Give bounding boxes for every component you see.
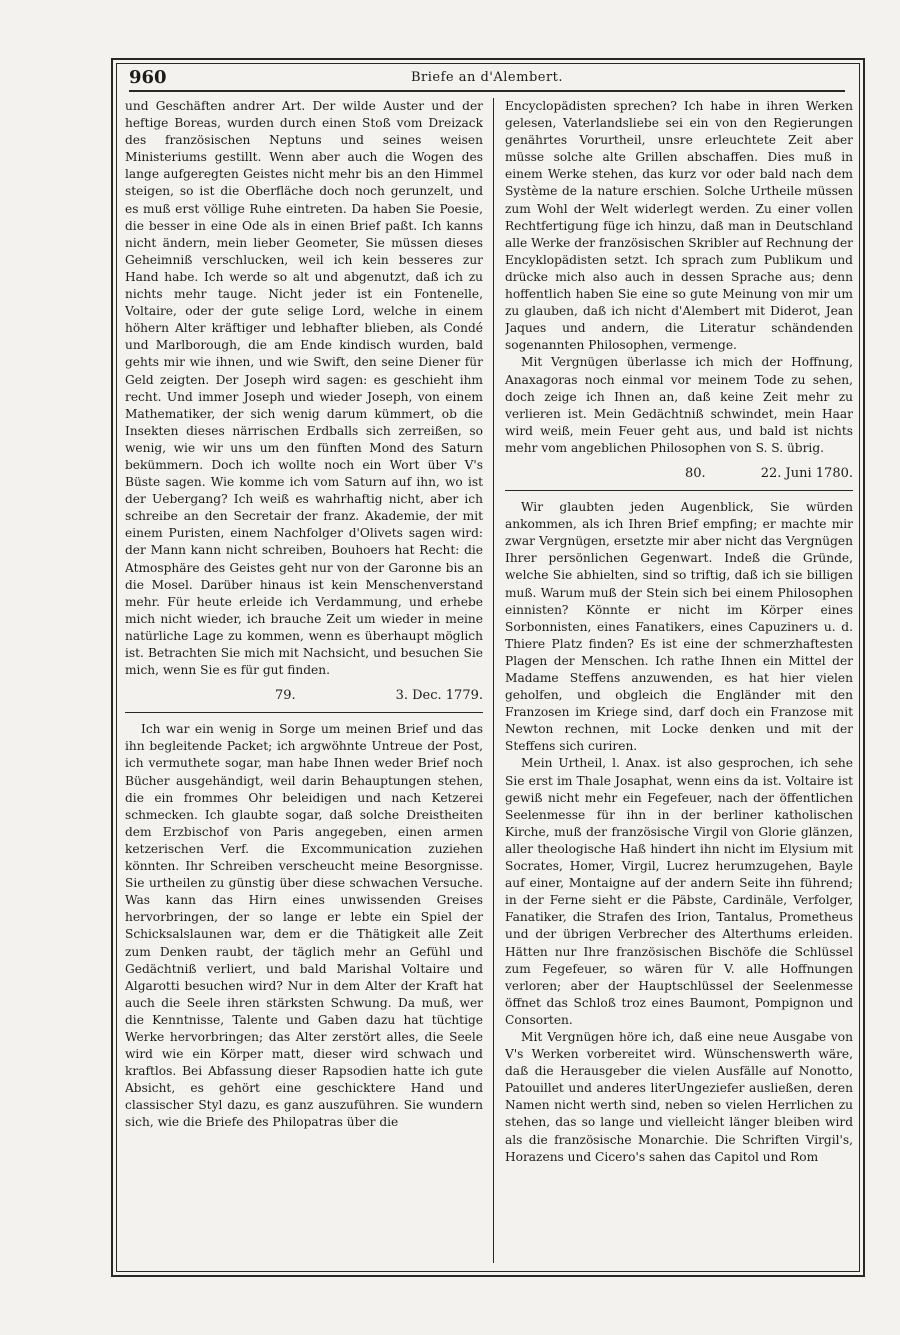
book-page (111, 58, 865, 1277)
right-paragraph-3: Wir glaubten jeden Augenblick, Sie würden ankommen, als ich Ihren Brief empfing; er machte mir zwar Vergnügen, ersetzte mir aber nicht das Vergnügen Ihrer persönlichen Gegenwart. Indeß die Gründe, welche Sie abhielten, sind so triftig, daß ich sie billigen muß. Warum muß der Stein sich bei einem Philosophen einnisten? Könnte er nicht im Körper eines Sorbonnisten, eines Fanatikers, eines Capuziners u. d. Thiere Platz finden? Es ist eine der schmerzhaftesten Plagen der Menschen. Ich rathe Ihnen ein Mittel der Madame Steffens anzuwenden, es hat hier vielen geholfen, und obgleich die Engländer mit den Franzosen im Kriege sind, darf doch ein Franzose mit Newton rechnen, mit Locke denken und mit der Steffens sich curiren. (505, 500, 853, 754)
right-paragraph-2: Mit Vergnügen überlasse ich mich der Hoffnung, Anaxagoras noch einmal vor meinem Tode zu sehen, doch zeige ich Ihnen an, daß keine Zeit mehr zu verlieren ist. Mein Gedächtniß schwindet, mein Haar wird weiß, mein Feuer geht aus, und bald ist nichts mehr vom angeblichen Philosophen von S. S. übrig. (505, 355, 853, 455)
letter-79-number: 79. (275, 688, 296, 704)
letter-80-heading (505, 465, 853, 482)
page-number: 960 (129, 66, 167, 88)
letter-80-rule (505, 490, 853, 491)
page-header (129, 64, 845, 92)
right-paragraph-5: Mit Vergnügen höre ich, daß eine neue Ausgabe von V's Werken vorbereitet wird. Wünschenswerth wäre, daß die Herausgeber die vielen Ausfälle auf Nonotto, Patouillet und anderes literUngeziefer ausließen, deren Namen nicht werth sind, neben so vielen Herrlichen zu stehen, das so lange und vielleicht länger bleiben wird als die französische Monarchie. Die Schriften Virgil's, Horazens und Cicero's sahen das Capitol und Rom (505, 1029, 853, 1164)
right-paragraph-1: Encyclopädisten sprechen? Ich habe in ihren Werken gelesen, Vaterlandsliebe sei ein von den Regierungen genährtes Vorurtheil, unsre erleuchtete Zeit aber müsse solche alte Grillen abschaffen. Dies muß in einem Werke stehen, das kurz vor oder bald nach dem Système de la nature erschien. Solche Urtheile müssen zum Wohl der Welt widerlegt werden. Zu einer vollen Rechtfertigung füge ich hinzu, daß man in Deutschland alle Werke der französischen Skribler auf Rechnung der Encyklopädisten setzt. Ich sprach zum Publikum und drücke mich also auch in dessen Sprache aus; denn hoffentlich haben Sie eine so gute Meinung von mir um zu glauben, daß ich nicht d'Alembert mit Diderot, Jean Jaques und andern, die Literatur schändenden sogenannten Philosophen, vermenge. (505, 99, 853, 353)
letter-79-date: 3. Dec. 1779. (395, 688, 483, 704)
left-paragraph-1: und Geschäften andrer Art. Der wilde Auster und der heftige Boreas, wurden durch einen Stoß vom Dreizack des französischen Neptuns und seines weisen Ministeriums gestillt. Wenn aber auch die Wogen des lange aufgeregten Geistes nicht mehr bis an den Himmel steigen, so ist die Oberfläche doch noch gerunzelt, und es muß erst völlige Ruhe eintreten. Da haben Sie Poesie, die besser in eine Ode als in einen Brief paßt. Ich kanns nicht ändern, mein lieber Geometer, Sie müssen dieses Geheimniß verschlucken, weil ich kein besseres zur Hand habe. Ich werde so alt und abgenutzt, daß ich zu nichts mehr tauge. Nicht jeder ist ein Fontenelle, Voltaire, oder der gute selige Lord, welche in einem höhern Alter kräftiger und lebhafter blieben, als Condé und Marlborough, die am Ende kindisch wurden, bald gehts mir wie ihnen, und wie Swift, den seine Diener für Geld zeigten. Der Joseph wird sagen: es geschieht ihm recht. Und immer Joseph und wieder Joseph, von einem Mathematiker, der sich wenig darum kümmert, ob die Insekten dieses närrischen Erdballs sich zerreißen, so wenig, wie wir uns um den fünften Mond des Saturn bekümmern. Doch ich wollte noch ein Wort über V's Büste sagen. Wie komme ich vom Saturn auf ihn, wo ist der Uebergang? Ich weiß es wahrhaftig nicht, aber ich schreibe an den Secretair der franz. Akademie, der mit einem Puristen, einem Nachfolger d'Olivets sagen wird: der Mann kann nicht schreiben, Bouhoers hat Recht: die Atmosphäre des Geistes geht nur von der Garonne bis an die Mosel. Darüber hinaus ist kein Menschenverstand mehr. Für heute erleide ich Verdammung, und erhebe mich nicht wieder, ich brauche Zeit um wieder in meine natürliche Lage zu kommen, wenn es überhaupt möglich ist. Betrachten Sie mich mit Nachsicht, und besuchen Sie mich, wenn Sie es für gut finden. (125, 99, 483, 678)
letter-79-heading (125, 687, 483, 704)
letter-80-date: 22. Juni 1780. (760, 465, 853, 481)
letter-80-number: 80. (685, 465, 706, 481)
letter-79-rule (125, 712, 483, 713)
column-divider (493, 98, 494, 1263)
left-column (125, 98, 483, 1263)
right-column (505, 98, 853, 1263)
left-paragraph-2: Ich war ein wenig in Sorge um meinen Brief und das ihn begleitende Packet; ich argwöhnte Untreue der Post, ich vermuthete sogar, man habe Ihnen weder Brief noch Bücher ausgehändigt, weil darin Behauptungen stehen, die ein frommes Ohr beleidigen und nach Ketzerei schmecken. Ich glaubte sogar, daß solche Dreistheiten dem Erzbischof von Paris angegeben, einen armen ketzerischen Verf. die Excommunication zuziehen könnten. Ihr Schreiben verscheucht meine Besorgnisse. Sie urtheilen zu günstig über diese schwachen Versuche. Was kann das Hirn eines unwissenden Greises hervorbringen, der so lange er lebte ein Spiel der Schicksalslaunen war, dem er die Thätigkeit alle Zeit zum Denken raubt, der täglich mehr an Gefühl und Gedächtniß verliert, und bald Marishal Voltaire und Algarotti besuchen wird? Nur in dem Alter der Kraft hat auch die Seele ihren stärksten Schwung. Da muß, wer die Kenntnisse, Talente und Gaben dazu hat tüchtige Werke hervorbringen; das Alter zerstört alles, die Seele wird wie ein Körper matt, dieser wird schwach und kraftlos. Bei Abfassung dieser Rapsodien hatte ich gute Absicht, es gehört eine geschicktere Hand und classischer Styl dazu, es ganz auszuführen. Sie wundern sich, wie die Briefe des Philopatras über die (125, 722, 483, 1130)
running-title: Briefe an d'Alembert. (410, 69, 564, 85)
right-paragraph-4: Mein Urtheil, l. Anax. ist also gesprochen, ich sehe Sie erst im Thale Josaphat, wenn eins da ist. Voltaire ist gewiß nicht mehr ein Fegefeuer, nach der öffentlichen Seelenmesse für ihn in der berliner katholischen Kirche, muß der französische Virgil von Glorie glänzen, aller theologische Haß hindert ihn nicht im Elysium mit Socrates, Homer, Virgil, Lucrez herumzugehen, Bayle auf einer, Montaigne auf der andern Seite ihn führend; in der Ferne sieht er die Päbste, Cardinäle, Verfolger, Fanatiker, die Strafen des Irion, Tantalus, Prometheus und der übrigen Verbrecher des Alterthums erleiden. Hätten nur Ihre französischen Bischöfe die Schlüssel zum Fegefeuer, so wären für V. alle Hoffnungen verloren; aber der Hauptschlüssel der Seelenmesse öffnet das Schloß troz eines Baumont, Pompignon und Consorten. (505, 756, 853, 1027)
